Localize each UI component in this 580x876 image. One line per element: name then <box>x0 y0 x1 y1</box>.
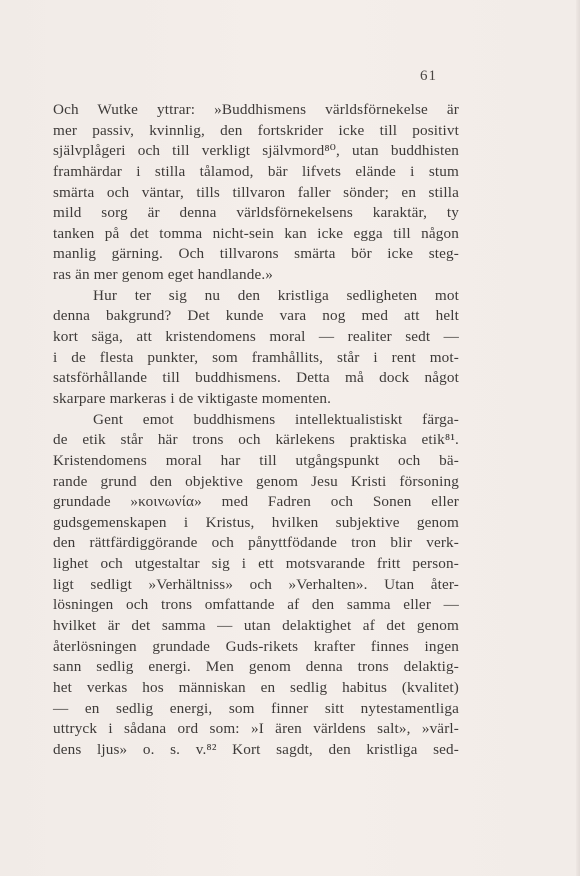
text-line: Kristendomens moral har till utgångspunkt och bä- <box>53 451 459 469</box>
text-line: smärta och väntar, tills tillvaron faller sönder; en stilla <box>53 183 459 201</box>
text-line: de etik står här trons och kärlekens praktiska etik⁸¹. <box>53 431 459 449</box>
text-line: mild sorg är denna världsförnekelsens karaktär, ty <box>53 204 459 222</box>
text-line: grundade »κοινωνία» med Fadren och Sonen eller <box>53 493 459 511</box>
text-line: Hur ter sig nu den kristliga sedligheten mot <box>93 286 459 304</box>
text-line: ras än mer genom eget handlande.» <box>53 266 274 284</box>
text-line: självplågeri och till verkligt självmord⁸⁰, utan buddhisten <box>53 142 459 160</box>
text-line: kort säga, att kristendomens moral — realiter sedt — <box>53 328 459 346</box>
text-line: lighet och utgestaltar sig i ett motsvarande fritt person- <box>53 555 459 573</box>
text-line: hvilket är det samma — utan delaktighet af det genom <box>53 617 459 635</box>
text-line: tanken på det tomma nicht-sein kan icke egga till någon <box>53 224 459 242</box>
text-line: gudsgemenskapen i Kristus, hvilken subjektive genom <box>53 513 459 531</box>
page-edge <box>576 0 580 876</box>
text-line: återlösningen grundade Guds-rikets krafter finnes ingen <box>53 637 459 655</box>
text-line: framhärdar i stilla tålamod, bär lifvets elände i stum <box>53 162 459 180</box>
text-line: Och Wutke yttrar: »Buddhismens världsförnekelse är <box>53 101 459 118</box>
text-line: manlig gärning. Och tillvarons smärta bör icke steg- <box>53 245 459 263</box>
text-line: Gent emot buddhismens intellektualistiskt färga- <box>93 410 459 428</box>
text-line: i de flesta punkter, som framhållits, står i rent mot- <box>53 348 459 366</box>
text-line: dens ljus» o. s. v.⁸² Kort sagdt, den kristliga sed- <box>53 740 459 758</box>
text-line: uttryck i sådana ord som: »I ären världens salt», »värl- <box>53 720 459 738</box>
text-line: — en sedlig energi, som finner sitt nytestamentliga <box>53 699 459 717</box>
page-number: 61 <box>420 68 437 84</box>
text-line: mer passiv, kvinnlig, den fortskrider icke till positivt <box>53 121 459 139</box>
text-line: den rättfärdiggörande och pånyttfödande tron blir verk- <box>53 534 459 552</box>
text-line: rande grund den objektive genom Jesu Kristi försoning <box>53 472 459 490</box>
text-line: het verkas hos människan en sedlig habitus (kvalitet) <box>53 678 459 696</box>
text-line: skarpare markeras i de viktigaste momenten. <box>53 389 332 407</box>
text-line: ligt sedligt »Verhältniss» och »Verhalten». Utan åter- <box>53 575 459 593</box>
text-line: satsförhållande till buddhismens. Detta må dock något <box>53 369 459 387</box>
text-line: lösningen och trons omfattande af den samma eller — <box>53 596 459 614</box>
body-text <box>53 100 459 761</box>
text-line: denna bakgrund? Det kunde vara nog med att helt <box>53 307 459 325</box>
text-line: sann sedlig energi. Men genom denna trons delaktig- <box>53 658 459 676</box>
